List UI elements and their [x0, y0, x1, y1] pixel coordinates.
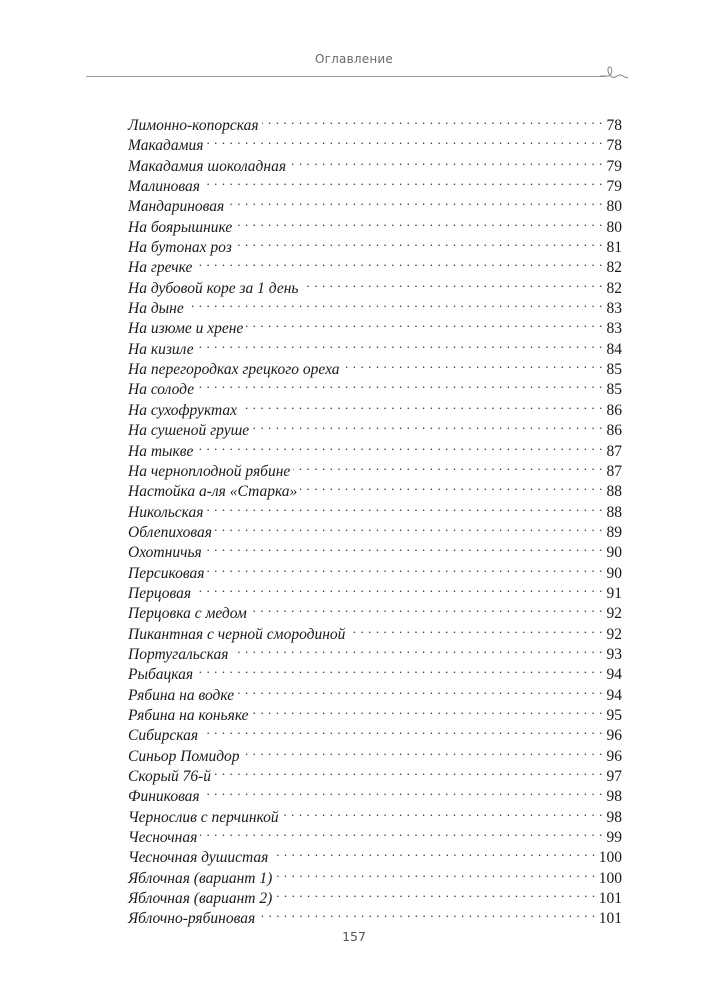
toc-entry-title: На сухофруктах	[128, 401, 237, 419]
toc-entry[interactable]	[128, 334, 622, 358]
toc-entry-title: Чесночная душистая	[128, 849, 269, 867]
toc-entry-page: 88	[606, 483, 622, 501]
dot-leader	[250, 598, 603, 618]
toc-entry-page: 88	[606, 503, 622, 521]
toc-entry-page: 86	[606, 422, 622, 440]
dot-leader	[205, 537, 603, 557]
toc-entry-page: 92	[606, 605, 622, 623]
toc-entry[interactable]	[128, 680, 622, 704]
dot-leader	[196, 436, 603, 456]
dot-leader	[235, 232, 603, 252]
toc-entry-title: Настойка а-ля «Старка»	[128, 483, 298, 501]
toc-entry[interactable]	[128, 598, 622, 623]
dot-leader	[258, 903, 596, 923]
dot-leader	[203, 781, 603, 801]
toc-entry-title: На гречке	[128, 259, 193, 277]
toc-entry-title: Лимонно-копорская	[128, 117, 259, 134]
toc-entry-title: Макадамия шоколадная	[128, 157, 287, 175]
toc-entry[interactable]	[128, 822, 622, 847]
toc-entry-title: На черноплодной рябине	[128, 462, 291, 480]
dot-leader	[203, 171, 603, 191]
toc-entry-page: 85	[606, 381, 622, 399]
toc-entry[interactable]	[128, 110, 622, 134]
dot-leader	[289, 151, 603, 171]
toc-entry-page: 83	[606, 320, 622, 338]
toc-entry-title: На перегородках грецкого ореха	[128, 361, 340, 379]
page-number: 157	[342, 929, 366, 944]
toc-entry-title: Никольская	[128, 503, 204, 521]
toc-entry[interactable]	[128, 395, 622, 419]
dot-leader	[282, 802, 603, 822]
toc-entry-title: Сибирская	[128, 727, 199, 745]
dot-leader	[271, 842, 595, 862]
toc-entry-title: Португальская	[128, 645, 229, 663]
toc-entry-title: Облепиховая	[128, 523, 212, 541]
toc-entry-page: 101	[598, 910, 622, 928]
toc-entry-page: 78	[606, 117, 622, 134]
toc-entry-page: 96	[606, 747, 622, 765]
dot-leader	[196, 659, 603, 679]
toc-entry-page: 96	[606, 727, 622, 745]
dot-leader	[200, 822, 603, 842]
toc-entry-title: На дубовой коре за 1 день	[128, 279, 299, 297]
toc-entry-title: Макадамия	[128, 137, 204, 155]
toc-entry[interactable]	[128, 374, 622, 399]
toc-entry-page: 78	[606, 137, 622, 155]
toc-entry-title: На бутонах роз	[128, 239, 232, 257]
dot-leader	[348, 619, 603, 639]
flourish-icon	[600, 62, 630, 84]
toc-entry-title: Финиковая	[128, 788, 200, 806]
toc-entry-page: 90	[606, 564, 622, 582]
toc-entry-title: Рябина на водке	[128, 686, 235, 704]
toc-entry-title: Перцовая	[128, 584, 192, 602]
dot-leader	[237, 680, 603, 700]
toc-entry-page: 82	[606, 259, 622, 277]
toc-entry-page: 83	[606, 300, 622, 318]
toc-entry-page: 89	[606, 523, 622, 541]
toc-entry-title: Чернослив с перчинкой	[128, 808, 279, 826]
dot-leader	[343, 354, 604, 374]
table-of-contents	[128, 110, 622, 928]
dot-leader	[235, 212, 603, 232]
dot-leader	[243, 741, 603, 761]
toc-entry-page: 93	[606, 645, 622, 663]
toc-entry-page: 100	[598, 869, 622, 887]
toc-entry-page: 100	[598, 849, 622, 867]
toc-entry-title: Малиновая	[128, 178, 200, 196]
toc-entry[interactable]	[128, 578, 622, 602]
dot-leader	[300, 476, 603, 496]
toc-entry-page: 85	[606, 361, 622, 379]
toc-entry-page: 87	[606, 442, 622, 460]
dot-leader	[252, 700, 603, 720]
toc-entry[interactable]	[128, 456, 622, 480]
toc-entry-page: 90	[606, 544, 622, 562]
toc-entry-title: Синьор Помидор	[128, 747, 240, 765]
toc-entry-page: 99	[606, 829, 622, 847]
dot-leader	[275, 883, 595, 903]
dot-leader	[197, 334, 603, 354]
dot-leader	[232, 639, 604, 659]
toc-entry-title: На изюме и хрене	[128, 320, 244, 338]
toc-entry-title: Яблочно-рябиновая	[128, 910, 256, 928]
toc-entry-page: 98	[606, 788, 622, 806]
dot-leader	[214, 761, 603, 781]
dot-leader	[252, 415, 603, 435]
toc-entry[interactable]	[128, 313, 622, 338]
dot-leader	[275, 863, 595, 883]
toc-entry[interactable]	[128, 354, 622, 379]
toc-entry[interactable]	[128, 842, 622, 867]
dot-leader	[293, 456, 603, 476]
dot-leader	[227, 191, 603, 211]
toc-entry-title: На дыне	[128, 300, 184, 318]
toc-entry[interactable]	[128, 781, 622, 806]
toc-entry-page: 101	[598, 890, 622, 908]
toc-entry-title: Рябина на коньяке	[128, 706, 249, 724]
toc-entry-title: На тыкве	[128, 442, 194, 460]
dot-leader	[246, 313, 603, 333]
toc-entry-page: 94	[606, 686, 622, 704]
toc-entry-title: Яблочная (вариант 2)	[128, 890, 273, 908]
toc-entry-page: 94	[606, 666, 622, 684]
toc-entry[interactable]	[128, 171, 622, 196]
toc-entry-title: На боярышнике	[128, 218, 233, 236]
toc-entry-page: 97	[606, 768, 622, 785]
toc-entry[interactable]	[128, 720, 622, 745]
toc-entry-page: 80	[606, 198, 622, 216]
header-divider	[86, 76, 606, 77]
toc-entry[interactable]	[128, 659, 622, 684]
toc-entry[interactable]	[128, 436, 622, 460]
toc-entry-page: 98	[606, 808, 622, 826]
toc-entry[interactable]	[128, 802, 622, 826]
toc-entry-page: 86	[606, 401, 622, 419]
toc-entry-title: Охотничья	[128, 544, 202, 562]
toc-entry-title: Рыбацкая	[128, 666, 194, 684]
toc-entry-page: 91	[606, 584, 622, 602]
toc-entry[interactable]	[128, 741, 622, 765]
toc-entry-title: Скорый 76-й	[128, 768, 212, 785]
toc-entry-page: 80	[606, 218, 622, 236]
dot-leader	[197, 374, 603, 394]
toc-entry[interactable]	[128, 273, 622, 297]
dot-leader	[206, 497, 603, 517]
toc-entry[interactable]	[128, 293, 622, 318]
dot-leader	[195, 252, 603, 272]
dot-leader	[240, 395, 603, 415]
dot-leader	[301, 273, 603, 293]
toc-entry-title: Перцовка с медом	[128, 605, 247, 623]
toc-entry-page: 87	[606, 462, 622, 480]
dot-leader	[207, 558, 603, 578]
toc-entry-title: На кизиле	[128, 340, 194, 358]
dot-leader	[201, 720, 603, 740]
dot-leader	[194, 578, 603, 598]
dot-leader	[187, 293, 603, 313]
toc-entry-title: Мандариновая	[128, 198, 225, 216]
toc-entry-page: 79	[606, 178, 622, 196]
toc-entry-title: Персиковая	[128, 564, 205, 582]
toc-entry-page: 84	[606, 340, 622, 358]
toc-entry-title: На солоде	[128, 381, 195, 399]
toc-entry-page: 82	[606, 279, 622, 297]
dot-leader	[262, 110, 603, 130]
toc-entry-page: 79	[606, 157, 622, 175]
toc-entry-page: 81	[606, 239, 622, 257]
toc-entry-title: Яблочная (вариант 1)	[128, 869, 273, 887]
toc-entry-page: 92	[606, 625, 622, 643]
dot-leader	[207, 130, 604, 150]
dot-leader	[215, 517, 603, 537]
header-title: Оглавление	[315, 52, 393, 66]
toc-entry-page: 95	[606, 706, 622, 724]
toc-entry-title: На сушеной груше	[128, 422, 250, 440]
toc-entry[interactable]	[128, 252, 622, 277]
toc-entry[interactable]	[128, 191, 622, 216]
toc-entry-title: Пикантная с черной смородиной	[128, 625, 346, 643]
toc-entry-title: Чесночная	[128, 829, 198, 847]
